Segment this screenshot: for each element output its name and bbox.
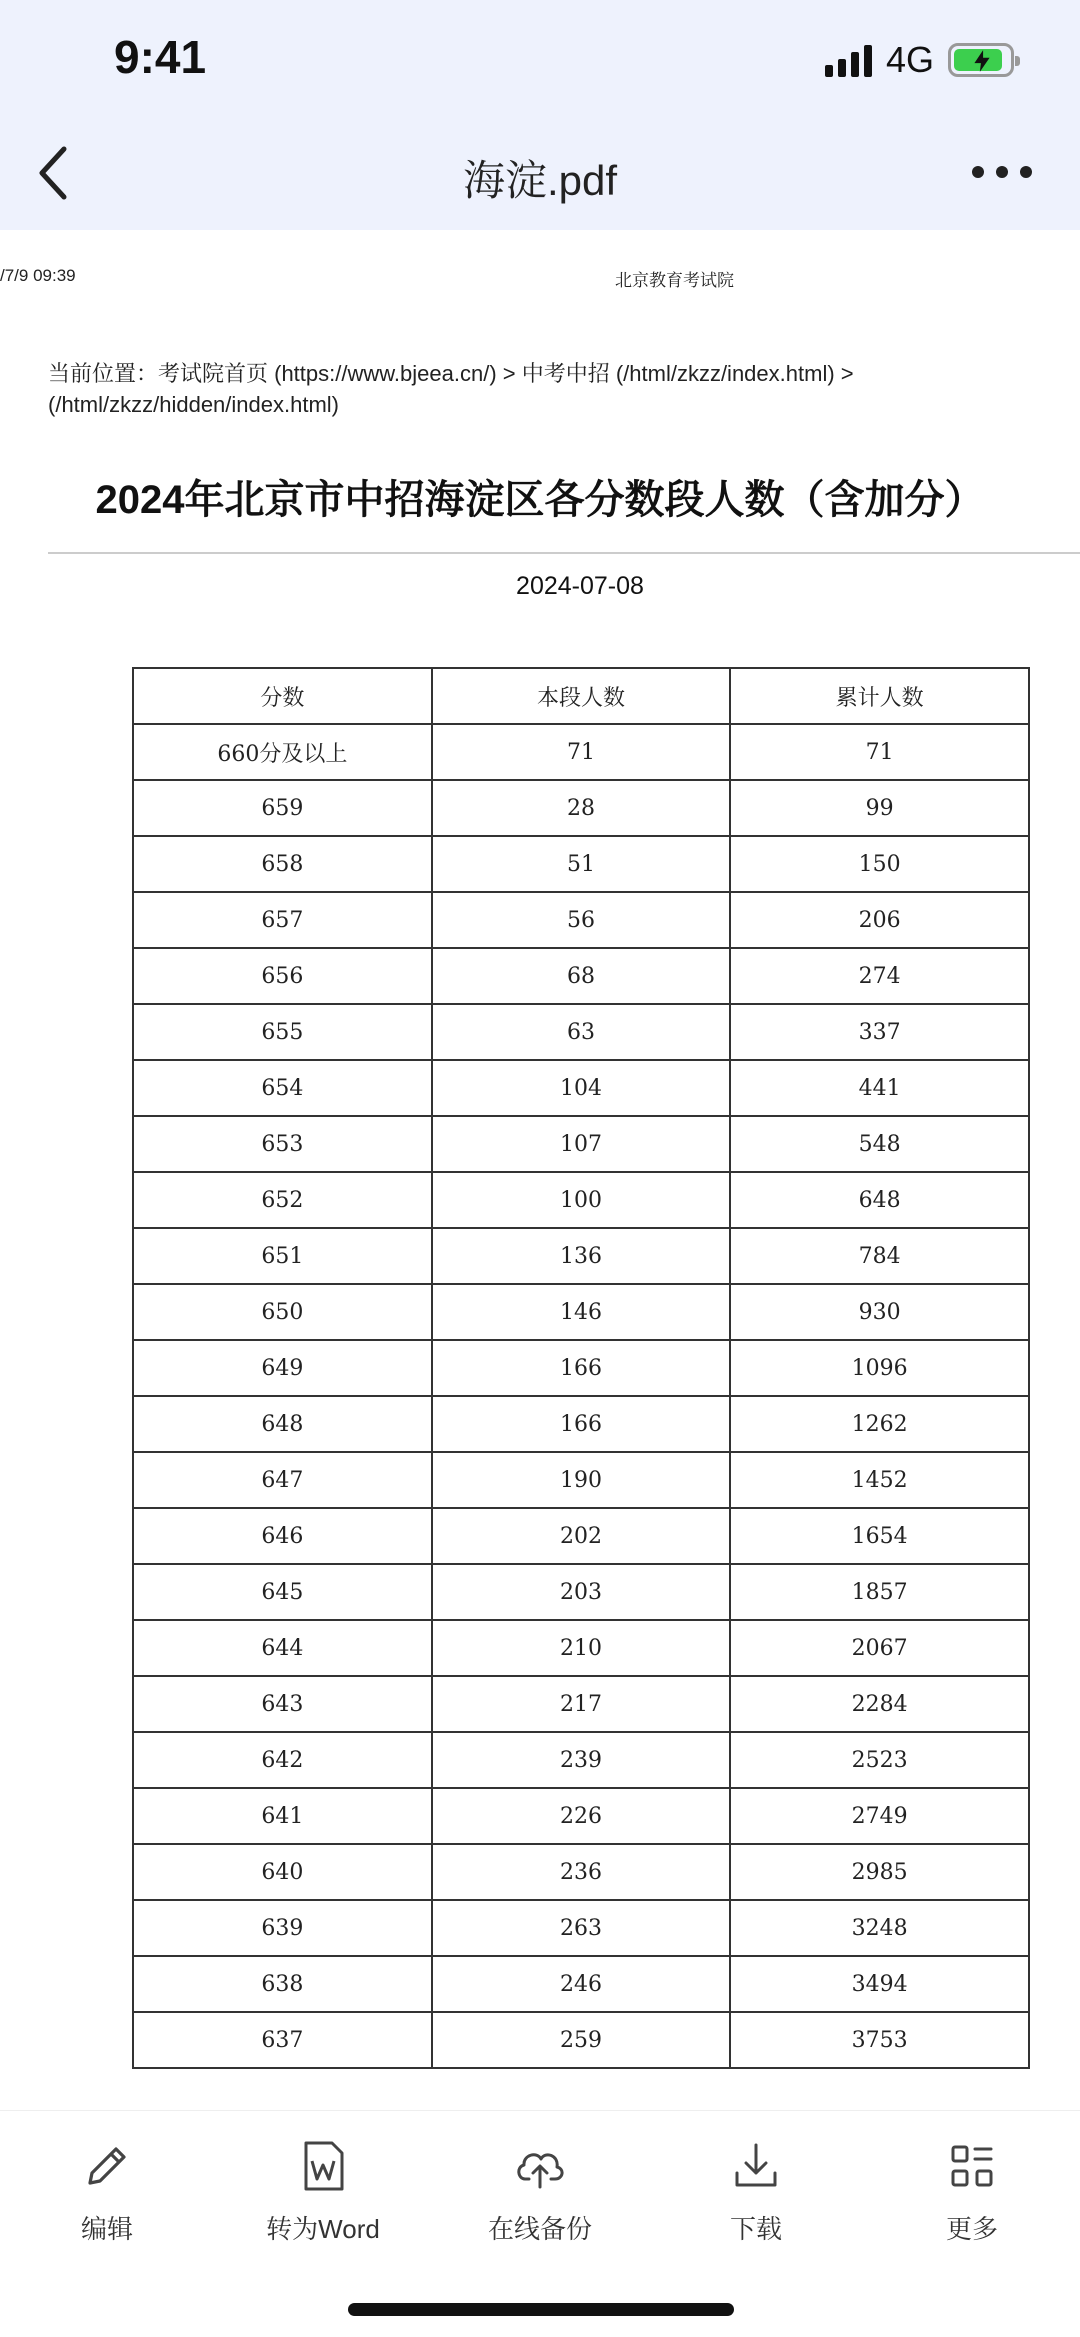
cumulative-count-cell: 2067 <box>730 1620 1029 1676</box>
top-bar <box>0 0 1080 230</box>
cumulative-count-cell: 2749 <box>730 1788 1029 1844</box>
convert-to-word-button[interactable] <box>233 2139 413 2246</box>
cumulative-count-cell: 337 <box>730 1004 1029 1060</box>
document-date: 2024-07-08 <box>516 572 644 600</box>
table-row <box>133 780 1029 836</box>
score-cell: 637 <box>133 2012 432 2068</box>
table-row <box>133 1228 1029 1284</box>
segment-count-cell: 71 <box>432 724 731 780</box>
table-row <box>133 1060 1029 1116</box>
cumulative-count-cell: 3248 <box>730 1900 1029 1956</box>
score-cell: 652 <box>133 1172 432 1228</box>
divider <box>48 552 1080 554</box>
column-header-segment-count: 本段人数 <box>432 668 731 724</box>
cumulative-count-cell: 2985 <box>730 1844 1029 1900</box>
document-title: 2024年北京市中招海淀区各分数段人数（含加分） <box>95 478 985 522</box>
segment-count-cell: 56 <box>432 892 731 948</box>
cumulative-count-cell: 71 <box>730 724 1029 780</box>
status-time: 9:41 <box>114 31 207 83</box>
edit-label: 编辑 <box>80 2214 133 2244</box>
cumulative-count-cell: 206 <box>730 892 1029 948</box>
segment-count-cell: 246 <box>432 1956 731 2012</box>
edit-button[interactable] <box>17 2139 197 2246</box>
score-cell: 644 <box>133 1620 432 1676</box>
pdf-page[interactable] <box>0 230 1080 2110</box>
table-row <box>133 1116 1029 1172</box>
table-row <box>133 1340 1029 1396</box>
cumulative-count-cell: 3494 <box>730 1956 1029 2012</box>
segment-count-cell: 217 <box>432 1676 731 1732</box>
network-type: 4G <box>885 39 934 80</box>
score-cell: 648 <box>133 1396 432 1452</box>
cumulative-count-cell: 1262 <box>730 1396 1029 1452</box>
segment-count-cell: 107 <box>432 1116 731 1172</box>
segment-count-cell: 203 <box>432 1564 731 1620</box>
cumulative-count-cell: 930 <box>730 1284 1029 1340</box>
cumulative-count-cell: 648 <box>730 1172 1029 1228</box>
score-cell: 655 <box>133 1004 432 1060</box>
file-title: 海淀.pdf <box>462 157 618 204</box>
cumulative-count-cell: 274 <box>730 948 1029 1004</box>
segment-count-cell: 226 <box>432 1788 731 1844</box>
online-backup-label: 在线备份 <box>487 2214 592 2244</box>
segment-count-cell: 146 <box>432 1284 731 1340</box>
score-cell: 642 <box>133 1732 432 1788</box>
cumulative-count-cell: 2284 <box>730 1676 1029 1732</box>
cumulative-count-cell: 1654 <box>730 1508 1029 1564</box>
table-row <box>133 1844 1029 1900</box>
table-row <box>133 1172 1029 1228</box>
column-header-cumulative-count: 累计人数 <box>730 668 1029 724</box>
cumulative-count-cell: 548 <box>730 1116 1029 1172</box>
cumulative-count-cell: 441 <box>730 1060 1029 1116</box>
segment-count-cell: 100 <box>432 1172 731 1228</box>
grid-icon <box>945 2139 999 2193</box>
segment-count-cell: 104 <box>432 1060 731 1116</box>
signal-icon <box>825 43 872 77</box>
segment-count-cell: 166 <box>432 1396 731 1452</box>
table-row <box>133 836 1029 892</box>
score-cell: 646 <box>133 1508 432 1564</box>
segment-count-cell: 63 <box>432 1004 731 1060</box>
table-header-row <box>133 668 1029 724</box>
table-row <box>133 1284 1029 1340</box>
table-row <box>133 1732 1029 1788</box>
score-cell: 656 <box>133 948 432 1004</box>
cumulative-count-cell: 1452 <box>730 1452 1029 1508</box>
table-row <box>133 1004 1029 1060</box>
table-row <box>133 1788 1029 1844</box>
score-cell: 660分及以上 <box>133 724 432 780</box>
table-row <box>133 1452 1029 1508</box>
download-button[interactable] <box>666 2139 846 2246</box>
table-row <box>133 1620 1029 1676</box>
score-cell: 651 <box>133 1228 432 1284</box>
cumulative-count-cell: 1096 <box>730 1340 1029 1396</box>
score-cell: 639 <box>133 1900 432 1956</box>
convert-to-word-label: 转为Word <box>266 2214 380 2244</box>
score-cell: 659 <box>133 780 432 836</box>
segment-count-cell: 166 <box>432 1340 731 1396</box>
score-cell: 641 <box>133 1788 432 1844</box>
download-label: 下载 <box>729 2214 782 2244</box>
score-cell: 645 <box>133 1564 432 1620</box>
more-options-button[interactable] <box>972 160 1032 184</box>
segment-count-cell: 236 <box>432 1844 731 1900</box>
segment-count-cell: 210 <box>432 1620 731 1676</box>
score-cell: 649 <box>133 1340 432 1396</box>
score-cell: 657 <box>133 892 432 948</box>
cloud-upload-icon <box>513 2139 567 2193</box>
segment-count-cell: 68 <box>432 948 731 1004</box>
cumulative-count-cell: 99 <box>730 780 1029 836</box>
score-cell: 653 <box>133 1116 432 1172</box>
cumulative-count-cell: 2523 <box>730 1732 1029 1788</box>
more-horizontal-icon <box>972 166 984 178</box>
print-date: /7/9 09:39 <box>0 266 76 285</box>
print-site: 北京教育考试院 <box>615 271 734 290</box>
score-cell: 638 <box>133 1956 432 2012</box>
breadcrumb-line: (/html/zkzz/hidden/index.html) <box>48 392 339 417</box>
breadcrumb-line: 当前位置：考试院首页 (https://www.bjeea.cn/) > 中考中招 (/html/zkzz/index.html) > <box>48 361 854 386</box>
battery-icon <box>948 43 1014 77</box>
table-row <box>133 1396 1029 1452</box>
online-backup-button[interactable] <box>450 2139 630 2246</box>
download-icon <box>729 2139 783 2193</box>
score-cell: 650 <box>133 1284 432 1340</box>
table-row <box>133 892 1029 948</box>
segment-count-cell: 259 <box>432 2012 731 2068</box>
score-table <box>132 667 1030 2069</box>
segment-count-cell: 136 <box>432 1228 731 1284</box>
table-row <box>133 1900 1029 1956</box>
score-cell: 654 <box>133 1060 432 1116</box>
table-row <box>133 1564 1029 1620</box>
table-row <box>133 1676 1029 1732</box>
word-document-icon <box>296 2139 350 2193</box>
table-row <box>133 2012 1029 2068</box>
cumulative-count-cell: 3753 <box>730 2012 1029 2068</box>
status-indicators <box>825 40 1014 80</box>
score-cell: 640 <box>133 1844 432 1900</box>
column-header-score: 分数 <box>133 668 432 724</box>
segment-count-cell: 202 <box>432 1508 731 1564</box>
breadcrumb <box>48 358 948 420</box>
more-label: 更多 <box>945 2214 998 2244</box>
score-cell: 647 <box>133 1452 432 1508</box>
pencil-icon <box>80 2139 134 2193</box>
score-cell: 643 <box>133 1676 432 1732</box>
score-cell: 658 <box>133 836 432 892</box>
cumulative-count-cell: 1857 <box>730 1564 1029 1620</box>
cumulative-count-cell: 150 <box>730 836 1029 892</box>
table-row <box>133 724 1029 780</box>
segment-count-cell: 51 <box>432 836 731 892</box>
table-row <box>133 948 1029 1004</box>
segment-count-cell: 239 <box>432 1732 731 1788</box>
segment-count-cell: 263 <box>432 1900 731 1956</box>
more-button[interactable] <box>882 2139 1062 2246</box>
table-row <box>133 1508 1029 1564</box>
segment-count-cell: 28 <box>432 780 731 836</box>
home-indicator[interactable] <box>348 2303 734 2316</box>
cumulative-count-cell: 784 <box>730 1228 1029 1284</box>
table-row <box>133 1956 1029 2012</box>
segment-count-cell: 190 <box>432 1452 731 1508</box>
